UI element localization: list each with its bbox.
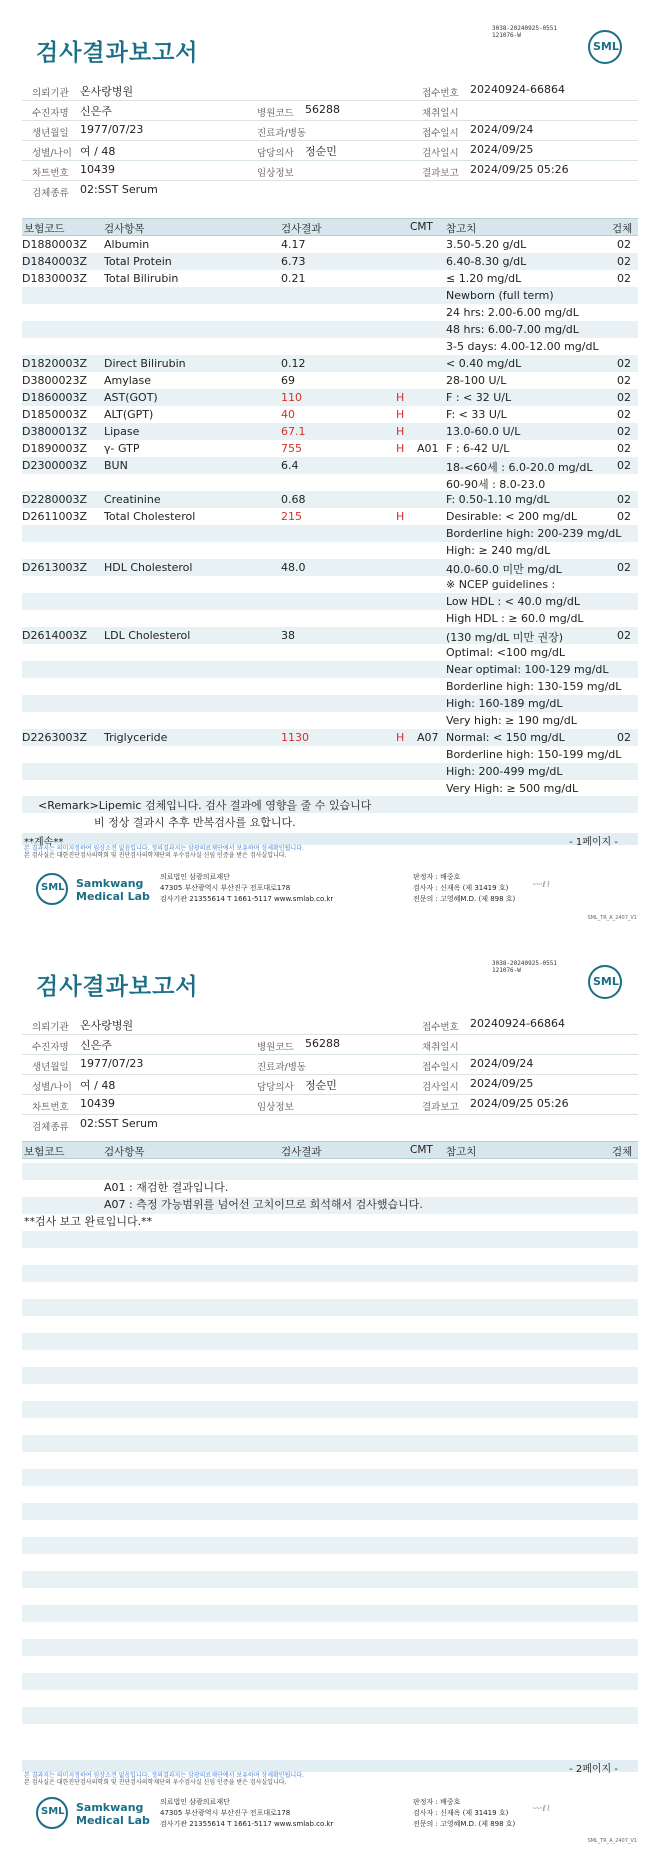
cell-ref: F: < 33 U/L [446, 408, 507, 421]
cell-result: 67.1 [281, 425, 306, 438]
table-row [22, 270, 638, 287]
company-address: 의료법인 삼광의료재단 47305 부산광역시 부산진구 전포대로178 검사기관 21355614 T 1661-5117 www.smlab.co.kr [160, 1798, 334, 1828]
company-address: 의료법인 삼광의료재단 47305 부산광역시 부산진구 전포대로178 검사기관 21355614 T 1661-5117 www.smlab.co.kr [160, 873, 334, 903]
cell-ref: F: 0.50-1.10 mg/dL [446, 493, 550, 506]
cell-spec: 02 [617, 238, 631, 251]
document-id: 3038-20240925-0551 121076-W [492, 960, 558, 974]
table-row [22, 304, 638, 321]
table-row [22, 440, 638, 457]
sml-logo: SML [588, 30, 622, 64]
cell-name: Total Cholesterol [104, 510, 196, 523]
table-row [22, 576, 638, 593]
cell-ref: 3.50-5.20 g/dL [446, 238, 527, 251]
cell-result: 38 [281, 629, 295, 642]
sml-footer-logo: SML [36, 1797, 68, 1829]
cell-ref: Borderline high: 200-239 mg/dL [446, 527, 622, 540]
table-row [22, 423, 638, 440]
cell-ref: ≤ 1.20 mg/dL [446, 272, 522, 285]
cell-spec: 02 [617, 442, 631, 455]
cell-spec: 02 [617, 272, 631, 285]
table-row [22, 457, 638, 474]
cell-result: 755 [281, 442, 302, 455]
cell-code: D1840003Z [22, 255, 87, 268]
table-row [22, 746, 638, 763]
cell-ref: Very high: ≥ 190 mg/dL [446, 714, 577, 727]
cell-result: 4.17 [281, 238, 306, 251]
cell-code: D2280003Z [22, 493, 87, 506]
cell-ref: F : < 32 U/L [446, 391, 512, 404]
table-row [22, 508, 638, 525]
cell-ref: Newborn (full term) [446, 289, 554, 302]
cell-code: D2300003Z [22, 459, 87, 472]
cell-ref: F : 6-42 U/L [446, 442, 510, 455]
signers: 판정자 : 배중호 검사자 : 신재옥 (제 31419 호) 전문의 : 고영혜M.D. (제 898 호) [413, 873, 516, 903]
cell-ref: 18-<60세 : 6.0-20.0 mg/dL [446, 461, 593, 474]
cell-flag: H [396, 731, 405, 744]
cell-result: 0.21 [281, 272, 306, 285]
cell-ref: Near optimal: 100-129 mg/dL [446, 663, 609, 676]
cell-result: 6.4 [281, 459, 299, 472]
cell-ref: High: ≥ 240 mg/dL [446, 544, 551, 557]
cell-name: BUN [104, 459, 128, 472]
cell-result: 69 [281, 374, 295, 387]
table-row [22, 491, 638, 508]
table-row [22, 355, 638, 372]
cell-result: 48.0 [281, 561, 306, 574]
signature-mark: 〰·ℓ⌇ [532, 1804, 550, 1813]
cell-result: 0.68 [281, 493, 306, 506]
cell-flag: H [396, 408, 405, 421]
cell-result: 0.12 [281, 357, 306, 370]
cell-name: Lipase [104, 425, 140, 438]
patient-value: 신은주 [80, 105, 112, 118]
table-row [22, 287, 638, 304]
cell-ref: High: 200-499 mg/dL [446, 765, 563, 778]
header-row-chart: 차트번호 10439 임상정보 결과보고 2024/09/25 05:26 [22, 160, 638, 181]
table-row [22, 338, 638, 355]
cell-result: 1130 [281, 731, 309, 744]
header-row-chart: 차트번호 10439 임상정보 결과보고 2024/09/25 05:26 [22, 1094, 638, 1115]
table-row [22, 610, 638, 627]
cell-ref: Desirable: < 200 mg/dL [446, 510, 578, 523]
institution-value: 온사랑병원 [80, 85, 134, 98]
cell-spec: 02 [617, 255, 631, 268]
cell-spec: 02 [617, 357, 631, 370]
cell-ref: < 0.40 mg/dL [446, 357, 522, 370]
comment-a07: A07 : 측정 가능범위를 넘어선 고치이므로 희석해서 검사했습니다. [104, 1198, 423, 1211]
table-row [22, 236, 638, 253]
cell-flag: H [396, 510, 405, 523]
table-row [22, 542, 638, 559]
document-id: 3038-20240925-0551 121076-W [492, 25, 558, 39]
cell-spec: 02 [617, 374, 631, 387]
company-name: Samkwang Medical Lab [76, 1801, 150, 1827]
cell-ref: Normal: < 150 mg/dL [446, 731, 565, 744]
cell-name: Direct Bilirubin [104, 357, 186, 370]
signature-mark: 〰·ℓ⌇ [532, 880, 550, 889]
cell-ref: 48 hrs: 6.00-7.00 mg/dL [446, 323, 579, 336]
header-row-sex-age: 성별/나이 여 / 48 담당의사 정순민 검사일시 2024/09/25 [22, 140, 638, 161]
cell-code: D2613003Z [22, 561, 87, 574]
cell-name: Creatinine [104, 493, 161, 506]
cell-name: Total Protein [104, 255, 172, 268]
cell-flag: H [396, 425, 405, 438]
header-row-patient: 수진자명 신은주 병원코드 56288 채취일시 [22, 100, 638, 121]
cell-name: LDL Cholesterol [104, 629, 191, 642]
header-row-birth: 생년월일 1977/07/23 진료과/병동 접수일시 2024/09/24 [22, 120, 638, 141]
cell-ref: Borderline high: 130-159 mg/dL [446, 680, 622, 693]
cell-name: γ- GTP [104, 442, 140, 455]
cell-name: AST(GOT) [104, 391, 158, 404]
company-name: Samkwang Medical Lab [76, 877, 150, 903]
table-row [22, 593, 638, 610]
cell-code: D2263003Z [22, 731, 87, 744]
cell-ref: ※ NCEP guidelines : [446, 578, 556, 591]
cell-ref: Borderline high: 150-199 mg/dL [446, 748, 622, 761]
table-row [22, 525, 638, 542]
report-title: 검사결과보고서 [36, 974, 199, 1000]
results-table-header: 보험코드 검사항목 검사결과 CMT 참고치 검체 [22, 218, 638, 236]
cell-ref: High: 160-189 mg/dL [446, 697, 563, 710]
table-row [22, 780, 638, 797]
cell-flag: H [396, 391, 405, 404]
page-number: - 2페이지 - [569, 1764, 618, 1775]
table-row [22, 321, 638, 338]
cell-ref: 40.0-60.0 미만 mg/dL [446, 563, 562, 576]
table-row [22, 627, 638, 644]
cell-ref: Low HDL : < 40.0 mg/dL [446, 595, 580, 608]
cell-ref: 13.0-60.0 U/L [446, 425, 521, 438]
remark-line-1: <Remark>Lipemic 검체입니다. 검사 결과에 영향을 줄 수 있습니다 [38, 799, 372, 812]
cell-ref: 3-5 days: 4.00-12.00 mg/dL [446, 340, 599, 353]
signers: 판정자 : 배중호 검사자 : 신재옥 (제 31419 호) 전문의 : 고영혜M.D. (제 898 호) [413, 1798, 516, 1828]
cell-spec: 02 [617, 459, 631, 472]
cell-name: Triglyceride [104, 731, 168, 744]
cell-spec: 02 [617, 731, 631, 744]
cell-code: D1860003Z [22, 391, 87, 404]
cell-ref: 60-90세 : 8.0-23.0 [446, 478, 546, 491]
table-row [22, 559, 638, 576]
table-row [22, 712, 638, 729]
table-row [22, 253, 638, 270]
cell-name: HDL Cholesterol [104, 561, 193, 574]
cell-cmt: A01 [417, 442, 439, 455]
cell-code: D3800013Z [22, 425, 87, 438]
cell-spec: 02 [617, 408, 631, 421]
cell-code: D3800023Z [22, 374, 87, 387]
sml-logo: SML [588, 965, 622, 999]
cell-code: D1850003Z [22, 408, 87, 421]
table-row [22, 729, 638, 746]
remark-line-2: 비 정상 결과시 추후 반복검사를 요합니다. [94, 816, 296, 829]
report-complete: **검사 보고 완료입니다.** [24, 1215, 153, 1228]
cell-spec: 02 [617, 629, 631, 642]
report-title: 검사결과보고서 [36, 40, 199, 66]
header-row-institution: 의뢰기관 온사랑병원 접수번호 20240924-66864 [22, 1014, 638, 1035]
cell-ref: Very High: ≥ 500 mg/dL [446, 782, 579, 795]
header-row-specimen: 검체종류 02:SST Serum [32, 1117, 158, 1133]
cell-ref: Optimal: <100 mg/dL [446, 646, 565, 659]
cell-code: D2611003Z [22, 510, 87, 523]
header-row-institution: 의뢰기관 온사랑병원 접수번호 20240924-66864 [22, 80, 638, 101]
header-row-patient: 수진자명 신은주 병원코드 56288 채취일시 [22, 1034, 638, 1055]
cell-code: D2614003Z [22, 629, 87, 642]
table-row [22, 474, 638, 491]
table-row [22, 763, 638, 780]
cell-code: D1890003Z [22, 442, 87, 455]
report-page-1: 검사결과보고서 3038-20240925-0551 121076-W SML 의뢰기관 온사랑병원 접수번호 20240924-66864 수진자명 신은주 병원코드 56288 채취일시 생년월일 1977/07/23 진료과/병동 접수일시 2024/09/24 성별/나이 여 / 48 담당의사 정순민 검사일시 2024/09/25 차트번호 10439 임상정보 결과보고 2024/09/25 05:26 검체종류 02:SST Serum 보험코드 검사항목 검사결과 CMT 참고치 검체 D1880003Z Albumin 4.17 3.50-5.20 g/dL 02 D1840003Z Total Protein 6.73 6.40-8.30 g/dL 02 D1830003Z Total Bilirubin 0.21 ≤ 1.20 mg/dL 02 Newborn (full term) 24 hrs: 2.00-6.00 mg/dL 48 hrs: 6.00-7.00 mg/dL 3-5 days: 4.00-12.00 mg/dL D1820003Z Direct Bilirubin 0.12 < 0.40 mg/dL 02 D3800023Z Amylase 69 28-100 U/L 02 D1860003Z AST(GOT) 110 H F : < 32 U/L 02 D1850003Z ALT(GPT) 40 H F: < 33 U/L 02 D3800013Z Lipase 67.1 H 13.0-60.0 U/L 02 D1890003Z γ- GTP 755 H A01 F : 6-42 U/L 02 D2300003Z BUN 6.4 18-<60세 : 6.0-20.0 mg/dL 02 60-90세 : 8.0-23.0 D2280003Z Creatinine 0.68 F: 0.50-1.10 mg/dL 02 D2611003Z Total Cholesterol 215 H Desirable: < 200 mg/dL 02 Borderline high: 200-239 mg/dL High: ≥ 240 mg/dL D2613003Z HDL Cholesterol 48.0 40.0-60.0 미만 mg/dL 02 ※ NCEP guidelines : Low HDL : < 40.0 mg/dL High HDL : ≥ 60.0 mg/dL D2614003Z LDL Cholesterol 38 (130 mg/dL 미만 권장) 02 Optimal: <100 mg/dL Near optimal: 100-129 mg/dL Borderline high: 130-159 mg/dL High: 160-189 mg/dL Very high: ≥ 190 mg/dL D2263003Z Triglyceride 1130 H A07 Normal: < 150 mg/dL 02 Borderline high: 150-199 mg/dL High: 200-499 mg/dL Very High: ≥ 500 mg/dL <Remark>Lipemic 검체입니다. 검사 결과에 영향을 줄 수 있습니다 비 정상 결과시 추후 반복검사를 요합니다. **계속** - 1페이지 - 본 결과지는 의미지정하여 임상소견 없음입니다. 정의결과지는 삼광의료재단에서 보유하며 상세확인됩니다. 본 검사실은 대한진단검사의학회 및 진단검사의학재단의 우수검사실 신임 인증을 받은 검사실입니다. SML Samkwang Medical Lab 의료법인 삼광의료재단 47305 부산광역시 부산진구 전포대로178 검사기관 21355614 T 1661-5117 www.smlab.co.kr 판정자 : 배중호 검사자 : 신재옥 (제 31419 호) 전문의 : 고영혜M.D. (제 898 호) 〰·ℓ⌇ SML_TR_A_2407_V1 [22, 25, 637, 921]
cell-spec: 02 [617, 391, 631, 404]
cell-result: 6.73 [281, 255, 306, 268]
table-row [22, 372, 638, 389]
cell-cmt: A07 [417, 731, 439, 744]
cell-flag: H [396, 442, 405, 455]
cell-name: Amylase [104, 374, 152, 387]
cell-spec: 02 [617, 510, 631, 523]
table-row [22, 389, 638, 406]
cell-name: Albumin [104, 238, 150, 251]
cell-ref: High HDL : ≥ 60.0 mg/dL [446, 612, 584, 625]
table-row [22, 644, 638, 661]
cell-ref: 28-100 U/L [446, 374, 507, 387]
cell-code: D1830003Z [22, 272, 87, 285]
cell-ref: (130 mg/dL 미만 권장) [446, 631, 564, 644]
cell-result: 40 [281, 408, 295, 421]
table-row [22, 678, 638, 695]
header-row-sex-age: 성별/나이 여 / 48 담당의사 정순민 검사일시 2024/09/25 [22, 1074, 638, 1095]
comment-a01: A01 : 재검한 결과입니다. [104, 1181, 229, 1194]
receipt-no-value: 20240924-66864 [470, 83, 565, 96]
results-table-header: 보험코드 검사항목 검사결과 CMT 참고치 검체 [22, 1141, 638, 1159]
table-row [22, 695, 638, 712]
table-row [22, 406, 638, 423]
cell-spec: 02 [617, 493, 631, 506]
cell-spec: 02 [617, 561, 631, 574]
sml-footer-logo: SML [36, 873, 68, 905]
header-row-specimen: 검체종류 02:SST Serum [32, 183, 158, 199]
cell-code: D1820003Z [22, 357, 87, 370]
cell-result: 110 [281, 391, 302, 404]
cell-code: D1880003Z [22, 238, 87, 251]
cell-ref: 6.40-8.30 g/dL [446, 255, 527, 268]
continued-label: **계속** [24, 837, 64, 848]
cell-result: 215 [281, 510, 302, 523]
header-row-birth: 생년월일 1977/07/23 진료과/병동 접수일시 2024/09/24 [22, 1054, 638, 1075]
cell-ref: 24 hrs: 2.00-6.00 mg/dL [446, 306, 579, 319]
cell-spec: 02 [617, 425, 631, 438]
page-number: - 1페이지 - [569, 837, 618, 848]
table-row [22, 661, 638, 678]
report-page-2: 검사결과보고서 3038-20240925-0551 121076-W SML 의뢰기관 온사랑병원 접수번호 20240924-66864 수진자명 신은주 병원코드 56288 채취일시 생년월일 1977/07/23 진료과/병동 접수일시 2024/09/24 성별/나이 여 / 48 담당의사 정순민 검사일시 2024/09/25 차트번호 10439 임상정보 결과보고 2024/09/25 05:26 검체종류 02:SST Serum 보험코드 검사항목 검사결과 CMT 참고치 검체 A01 : 재검한 결과입니다. A07 : 측정 가능범위를 넘어선 고치이므로 희석해서 검사했습니다. **검사 보고 완료입니다.** - 2페이지 - 본 결과지는 의미지정하여 임상소견 없음입니다. 정의결과지는 삼광의료재단에서 보유하며 상세확인됩니다. 본 검사실은 대한진단검사의학회 및 진단검사의학재단의 우수검사실 신임 인증을 받은 검사실입니다. SML Samkwang Medical Lab 의료법인 삼광의료재단 47305 부산광역시 부산진구 전포대로178 검사기관 21355614 T 1661-5117 www.smlab.co.kr 판정자 : 배중호 검사자 : 신재옥 (제 31419 호) 전문의 : 고영혜M.D. (제 898 호) 〰·ℓ⌇ SML_TR_A_2407_V1 [24, 960, 637, 1844]
cell-name: ALT(GPT) [104, 408, 154, 421]
cell-name: Total Bilirubin [104, 272, 179, 285]
